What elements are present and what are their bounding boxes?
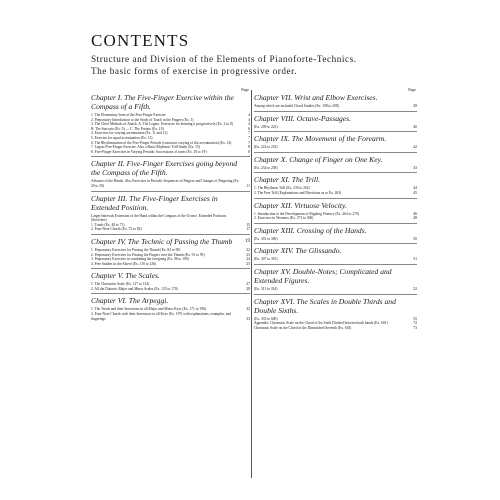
chapter-separator	[254, 223, 417, 224]
toc-entry	[91, 150, 250, 155]
toc-entry-page-number: 17	[246, 227, 250, 232]
toc-entry-text: Chromatic Scale on the Chord of the Diminished Seventh (Ex. 610)	[254, 325, 352, 330]
chapter-separator	[91, 191, 250, 192]
chapter-title-text: Chapter IV. The Technic of Passing the Thumb	[91, 236, 233, 246]
chapter-title	[91, 194, 250, 212]
toc-entry-text: (Ex. 301 to 306)	[254, 236, 278, 241]
toc-entry	[91, 287, 250, 292]
chapter-title-text: Chapter II. Five-Finger Exercises going beyond the Compass of the Fifth.	[91, 159, 238, 178]
toc-entry-text: 1. The Triads and their Inversions in all Major and Minor Keys (Ex. 171 to 196)	[91, 307, 207, 312]
toc-entry-page-number: 7	[248, 131, 250, 136]
chapter-section	[254, 175, 417, 195]
toc-entry-text: 2. Four-Note Chords (Ex. 72 to 82)	[91, 227, 142, 232]
chapter-section	[91, 194, 250, 232]
chapter-section	[91, 93, 250, 154]
toc-entry-page-number: 4	[248, 113, 250, 117]
toc-entry-text: 2. All the Diatonic Major and Minor Scales (Ex. 135 to 170)	[91, 286, 178, 291]
toc-entry-page-number: 73	[413, 325, 417, 330]
toc-entry	[254, 191, 417, 196]
toc-entry-page-number: 28	[246, 286, 250, 291]
subtitle-line: Structure and Division of the Elements of Pianoforte-Technics.	[91, 54, 357, 64]
toc-entry-text: 1. The Elementary form of the Five-Finger Exercise	[91, 113, 166, 117]
chapter-section	[254, 134, 417, 150]
toc-entry-page-number: 23	[246, 252, 250, 257]
chapter-separator	[91, 268, 250, 269]
toc-entry-page-number: 48	[413, 216, 417, 221]
chapter-entries	[254, 125, 417, 130]
toc-entry-text: 1. The Rhythmic Trill (Ex. 239 to 262)	[254, 186, 310, 191]
toc-entry-page-number: 51	[413, 257, 417, 262]
toc-entry-text: 2. Preparatory Exercises for Passing the Fingers over the Thumb (Ex. 91 to 95)	[91, 252, 205, 257]
chapter-page-number: 19	[245, 238, 250, 244]
toc-entry-page-number: 38	[413, 104, 417, 108]
chapter-separator	[254, 172, 417, 173]
toc-entry-text: B. The Staccato (Ex. 9) — C. The Portato (Ex. 10)	[91, 126, 164, 131]
toc-entry-page-number: 33	[246, 316, 250, 321]
chapter-separator	[254, 294, 417, 295]
toc-entry-text: 8. Five-Finger Exercises in Varying Periodic Successions of notes (Ex. 16 to 19)	[91, 149, 207, 154]
chapter-separator	[254, 111, 417, 112]
chapter-section	[91, 296, 250, 321]
toc-entry	[91, 262, 250, 267]
chapter-title	[254, 297, 417, 315]
chapter-title	[91, 93, 250, 111]
toc-entry-text: Advance of the Hands. Also Exercises in Periodic Sequences of Fingers and Changes of Fingering (Ex. 20 to 39)	[91, 179, 240, 188]
chapter-entries	[254, 212, 417, 221]
toc-entry-text: (Ex. 335 to 600)	[254, 316, 278, 321]
toc-entry-page-number: 40	[413, 124, 417, 129]
chapter-entries	[254, 145, 417, 150]
toc-entry	[91, 179, 250, 188]
toc-entry-text: 1. The Chromatic Scale (Ex. 127 to 134)	[91, 282, 150, 287]
chapter-entries	[91, 248, 250, 266]
toc-entry	[254, 237, 417, 242]
right-column	[254, 87, 417, 477]
toc-entry-text: 3. The Chief Methods of Attack: A. The Legato. Exercises for learning it progressively (Ex. 2 to 8)	[91, 122, 233, 127]
chapter-section	[254, 267, 417, 292]
page-column-header: Page	[408, 87, 416, 92]
chapter-title	[254, 267, 417, 285]
chapter-title	[91, 159, 250, 177]
toc-entry-page-number: 4	[248, 117, 250, 122]
toc-entry	[254, 125, 417, 130]
toc-entry	[254, 326, 417, 331]
chapter-separator	[254, 198, 417, 199]
chapter-entries	[254, 186, 417, 195]
chapter-title-text: Chapter XV. Double-Notes; Complicated and Extended Figures.	[254, 266, 392, 285]
toc-entry	[254, 287, 417, 292]
chapter-section	[254, 226, 417, 242]
toc-entry-page-number: 11	[246, 183, 250, 188]
chapter-title-text: Chapter VII. Wrist and Elbow Exercises.	[254, 93, 378, 102]
chapter-title	[254, 201, 417, 210]
chapter-entries	[91, 214, 250, 232]
chapter-entries	[254, 166, 417, 171]
chapter-title-text: Chapter XIV. The Glissando.	[254, 246, 342, 256]
toc-entry	[91, 312, 250, 321]
chapter-section	[254, 114, 417, 130]
chapter-section	[254, 297, 417, 331]
toc-entry-page-number: 55	[413, 316, 417, 321]
toc-entry-page-number: 6	[248, 126, 250, 131]
chapter-section	[91, 237, 250, 266]
toc-entry-text: 1. Introduction to the Development of Rippling Fluency (Ex. 264 to 270)	[254, 211, 359, 216]
chapter-title-text: Chapter VI. The Arpeggi.	[91, 296, 169, 306]
chapter-section	[91, 159, 250, 188]
chapter-entries	[254, 257, 417, 262]
chapter-title	[254, 226, 417, 235]
column-divider	[251, 90, 252, 478]
toc-entry	[254, 104, 417, 109]
chapter-section	[91, 271, 250, 291]
chapter-title-text: Chapter XVI. The Scales in Double Thirds and Double Sixths.	[254, 296, 396, 315]
toc-entry-page-number: 8	[248, 149, 250, 154]
toc-entry-text: Among which are included Chord Studies (Ex. 198 to 208)	[254, 104, 339, 108]
subtitle-line: The basic forms of exercise in progressive order.	[91, 65, 298, 76]
chapter-title-text: Chapter XIII. Crossing of the Hands.	[254, 225, 367, 235]
chapter-separator	[91, 156, 250, 157]
toc-entry-page-number: 50	[413, 236, 417, 241]
toc-entry-text: 1. Triads (Ex. 40 to 71)	[91, 222, 125, 227]
chapter-title	[254, 175, 417, 184]
chapter-section	[254, 155, 417, 171]
toc-entry	[254, 145, 417, 150]
toc-entry-page-number: 32	[246, 307, 250, 312]
chapter-entries	[254, 104, 417, 109]
chapter-entries	[254, 287, 417, 292]
toc-entry-text: Larger Intervals Extension of the Hand within the Compass of the Octave. Extended Positions (Stretches)	[91, 213, 227, 223]
toc-entry-text: (Ex. 209 to 223)	[254, 124, 278, 129]
toc-entry-text: 2. Four-Note Chords with their Inversions in all Keys (Ex. 197) with explanations, examples, and fingerings	[91, 312, 232, 321]
toc-entry-text: 4. Exercises for varying accentuation (Ex. 11 and 12)	[91, 131, 168, 136]
chapter-title	[254, 134, 417, 143]
chapter-title	[254, 246, 417, 255]
page-title: CONTENTS	[91, 31, 190, 50]
chapter-title	[91, 296, 250, 305]
chapter-title-text: Chapter XII. Virtuose Velocity.	[254, 200, 347, 210]
chapter-entries	[91, 179, 250, 188]
toc-entry	[254, 257, 417, 262]
chapter-entries	[91, 113, 250, 154]
toc-entry-text: 5. Exercise for equal accentuation (Ex. 13)	[91, 135, 153, 140]
chapter-entries	[254, 317, 417, 331]
toc-entry-page-number: 52	[413, 286, 417, 291]
toc-entry-page-number: 43	[413, 165, 417, 170]
chapter-title	[254, 93, 417, 102]
toc-entry-text: 2. Preparatory Introduction to the Study of Touch in the Fingers (Ex. 1)	[91, 117, 194, 122]
toc-entry	[254, 216, 417, 221]
chapter-title	[91, 271, 250, 280]
toc-entry-page-number: 8	[248, 145, 250, 150]
chapter-separator	[91, 234, 250, 235]
toc-entry	[254, 166, 417, 171]
chapter-section	[254, 93, 417, 109]
toc-entry-page-number: 45	[413, 190, 417, 195]
chapter-title	[254, 114, 417, 123]
chapter-title-text: Chapter V. The Scales.	[91, 271, 160, 281]
toc-entry-text: (Ex. 224 to 233)	[254, 145, 278, 150]
chapter-separator	[91, 293, 250, 294]
toc-entry-text: Appendix: Chromatic Scale on the Chord of the Sixth Divided between both hands (Ex. 601)	[254, 321, 388, 326]
toc-entry-text: (Ex. 234 to 238)	[254, 165, 278, 170]
chapter-separator	[254, 131, 417, 132]
toc-entry-text: 3. Preparatory Exercises in combining the foregoing (Ex. 96 to 109)	[91, 257, 189, 262]
chapter-separator	[254, 152, 417, 153]
chapter-title-text: Chapter I. The Five-Finger Exercise within the Compass of a Fifth.	[91, 93, 234, 111]
page-column-header: Page	[241, 87, 249, 92]
chapter-entries	[91, 282, 250, 291]
chapter-separator	[254, 264, 417, 265]
toc-entry-text: 2. Exercises in Neatness (Ex. 271 to 300)	[254, 216, 314, 221]
toc-entry-page-number: 27	[246, 282, 250, 287]
chapter-title	[254, 155, 417, 164]
chapter-section	[254, 201, 417, 221]
toc-entry-page-number: 25	[246, 261, 250, 266]
toc-entry-page-number: 4	[248, 122, 250, 127]
chapter-title-text: Chapter III. The Five-Finger Exercises in Extended Position.	[91, 193, 218, 212]
left-column	[91, 87, 250, 477]
toc-entry-text: 6. The Rhythmization of the Five-Finger Periods (conscious varying of the accentuation) (Ex. 14)	[91, 140, 232, 145]
toc-entry-page-number: 7	[248, 135, 250, 140]
toc-entry-text: 4. Free Studies in the Above (Ex. 110 to 126)	[91, 261, 157, 266]
chapter-title-text: Chapter VIII. Octave-Passages.	[254, 113, 352, 123]
toc-entry-text: 1. Preparatory Exercises for Passing the Thumb (Ex. 84 to 90)	[91, 247, 181, 252]
page-subtitle	[91, 54, 421, 77]
chapter-entries	[91, 307, 250, 321]
toc-entry-page-number: 44	[413, 186, 417, 191]
toc-entry-text: 2. The Free Trill (Explanations and Directions as to Ex. 263)	[254, 190, 342, 195]
toc-entry	[91, 214, 250, 223]
chapter-title-text: Chapter XI. The Trill.	[254, 175, 321, 185]
toc-entry-text: 7. Legato Five-Finger Exercise. Also a Basic Rhythmic Trill-Study (Ex. 15)	[91, 145, 200, 150]
chapter-title-text: Chapter X. Change of Finger on One Key.	[254, 154, 383, 164]
toc-entry-page-number: 46	[413, 211, 417, 216]
toc-entry-page-number: 42	[413, 145, 417, 150]
toc-entry-text: (Ex. 307 to 310)	[254, 257, 278, 262]
toc-entry-page-number: 24	[246, 257, 250, 262]
chapter-section	[254, 246, 417, 262]
chapter-title	[91, 237, 250, 246]
toc-entry-page-number: 72	[413, 321, 417, 326]
toc-entry-text: (Ex. 311 to 334)	[254, 286, 278, 291]
chapter-separator	[254, 243, 417, 244]
toc-entry	[91, 227, 250, 232]
chapter-entries	[254, 237, 417, 242]
toc-entry-page-number: 15	[246, 222, 250, 227]
toc-entry-page-number: 7	[248, 140, 250, 145]
toc-entry-page-number: 22	[246, 247, 250, 252]
chapter-title-text: Chapter IX. The Movement of the Forearm.	[254, 134, 387, 144]
